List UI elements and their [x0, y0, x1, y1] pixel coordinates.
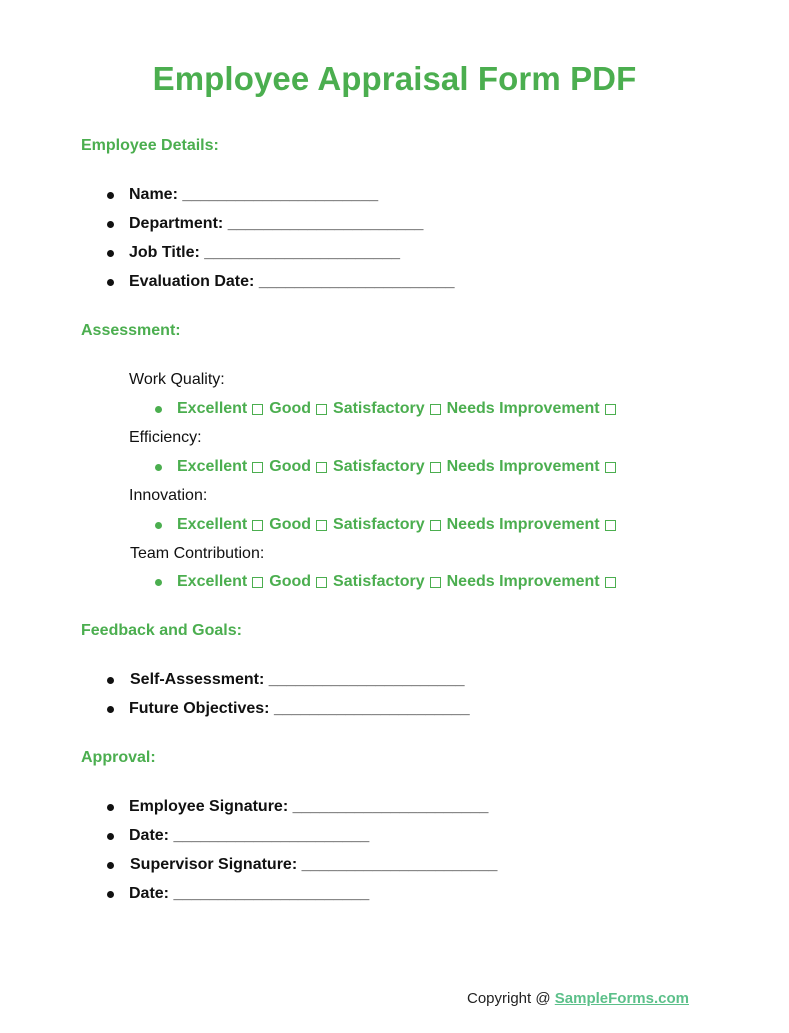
bullet-icon [107, 221, 114, 228]
bullet-icon [107, 279, 114, 286]
field-evaluation-date[interactable] [129, 273, 455, 291]
bullet-icon [155, 579, 162, 586]
checkbox-good[interactable] [316, 577, 327, 588]
field-self-assessment[interactable] [130, 671, 465, 689]
field-label: Evaluation Date: [129, 273, 255, 290]
bullet-icon [155, 406, 162, 413]
field-blank[interactable]: ______________________ [268, 671, 465, 688]
bullet-icon [107, 706, 114, 713]
criterion-team-contribution: Team Contribution: [130, 545, 265, 562]
field-name[interactable] [129, 186, 378, 204]
rating-options-work-quality: Excellent Good Satisfactory Needs Improvement [177, 400, 622, 418]
bullet-icon [107, 862, 114, 869]
bullet-icon [107, 833, 114, 840]
field-label: Supervisor Signature: [130, 856, 298, 873]
field-supervisor-signature[interactable] [130, 856, 497, 874]
section-heading-employee-details: Employee Details: [81, 137, 219, 154]
field-label: Future Objectives: [129, 700, 270, 717]
field-label: Job Title: [129, 244, 200, 261]
checkbox-satisfactory[interactable] [430, 404, 441, 415]
bullet-icon [155, 522, 162, 529]
rating-options-team-contribution: Excellent Good Satisfactory Needs Improvement [177, 573, 622, 591]
checkbox-good[interactable] [316, 404, 327, 415]
criterion-efficiency: Efficiency: [129, 429, 202, 446]
copyright-text: Copyright @ [467, 990, 555, 1007]
page-title: Employee Appraisal Form PDF [152, 60, 637, 97]
section-heading-feedback-goals: Feedback and Goals: [81, 622, 242, 639]
checkbox-satisfactory[interactable] [430, 520, 441, 531]
checkbox-excellent[interactable] [252, 577, 263, 588]
field-supervisor-date[interactable] [129, 885, 369, 903]
section-heading-approval: Approval: [81, 749, 156, 766]
field-blank[interactable]: ______________________ [227, 215, 424, 232]
field-employee-date[interactable] [129, 827, 369, 845]
field-label: Date: [129, 827, 170, 844]
checkbox-excellent[interactable] [252, 462, 263, 473]
field-label: Date: [129, 885, 170, 902]
rating-options-efficiency: Excellent Good Satisfactory Needs Improvement [177, 458, 622, 476]
checkbox-needs-improvement[interactable] [605, 462, 616, 473]
field-blank[interactable]: ______________________ [273, 700, 470, 717]
field-blank[interactable]: ______________________ [204, 244, 401, 261]
checkbox-needs-improvement[interactable] [605, 404, 616, 415]
bullet-icon [107, 891, 114, 898]
field-label: Name: [129, 186, 178, 203]
checkbox-needs-improvement[interactable] [605, 577, 616, 588]
section-heading-assessment: Assessment: [81, 322, 181, 339]
field-blank[interactable]: ______________________ [173, 827, 370, 844]
bullet-icon [107, 192, 114, 199]
checkbox-excellent[interactable] [252, 404, 263, 415]
checkbox-needs-improvement[interactable] [605, 520, 616, 531]
rating-options-innovation: Excellent Good Satisfactory Needs Improvement [177, 516, 622, 534]
bullet-icon [107, 804, 114, 811]
checkbox-satisfactory[interactable] [430, 462, 441, 473]
checkbox-satisfactory[interactable] [430, 577, 441, 588]
bullet-icon [107, 250, 114, 257]
criterion-innovation: Innovation: [129, 487, 208, 504]
checkbox-good[interactable] [316, 520, 327, 531]
field-blank[interactable]: ______________________ [301, 856, 498, 873]
field-blank[interactable]: ______________________ [182, 186, 379, 203]
criterion-work-quality: Work Quality: [129, 371, 225, 388]
field-job-title[interactable] [129, 244, 400, 262]
field-blank[interactable]: ______________________ [292, 798, 489, 815]
field-label: Employee Signature: [129, 798, 289, 815]
field-future-objectives[interactable] [129, 700, 470, 718]
footer-copyright [467, 990, 689, 1007]
field-label: Department: [129, 215, 224, 232]
field-department[interactable] [129, 215, 423, 233]
field-employee-signature[interactable] [129, 798, 488, 816]
sampleforms-link[interactable]: SampleForms.com [554, 990, 689, 1007]
checkbox-excellent[interactable] [252, 520, 263, 531]
field-label: Self-Assessment: [130, 671, 265, 688]
field-blank[interactable]: ______________________ [258, 273, 455, 290]
checkbox-good[interactable] [316, 462, 327, 473]
bullet-icon [155, 464, 162, 471]
bullet-icon [107, 677, 114, 684]
field-blank[interactable]: ______________________ [173, 885, 370, 902]
